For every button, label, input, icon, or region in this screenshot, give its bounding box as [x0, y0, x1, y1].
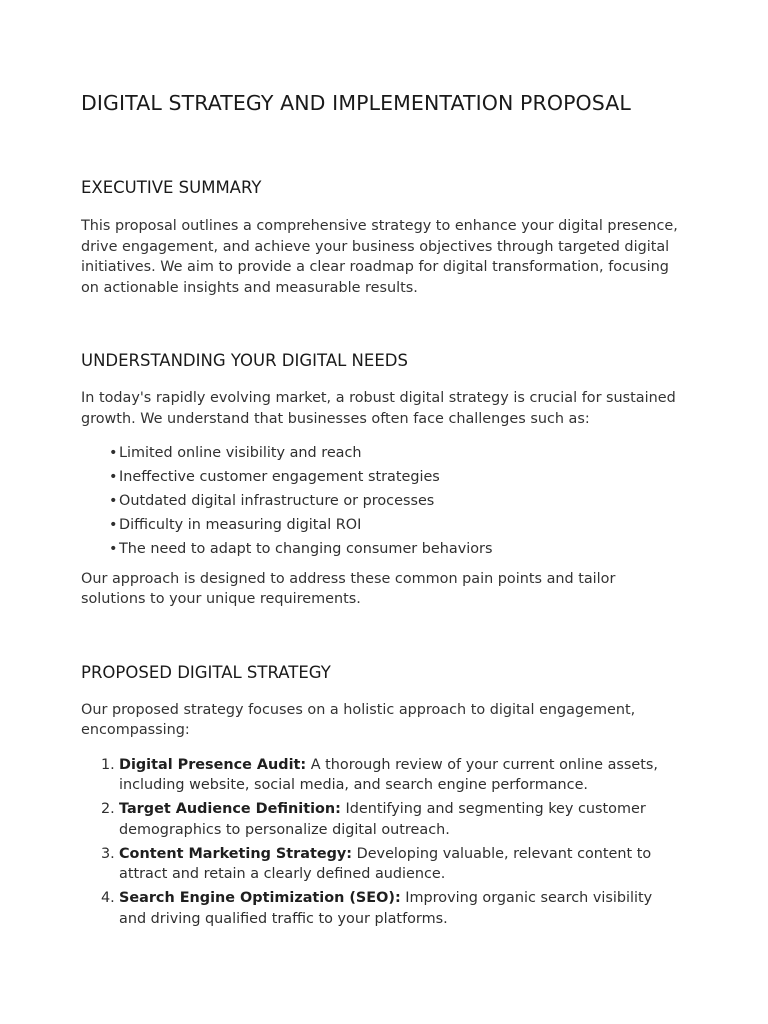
bullet-icon: •	[109, 469, 118, 486]
item-description: Identifying and segmenting key customer demographics to personalize digital outreach.	[119, 801, 646, 838]
list-number: 2.	[101, 801, 115, 818]
list-number: 3.	[101, 845, 115, 862]
item-description: Improving organic search visibility and driving qualified traffic to your platforms.	[119, 890, 653, 927]
strategy-list	[81, 755, 678, 929]
proposed-strategy-intro: Our proposed strategy focuses on a holistic approach to digital engagement, encompassing:	[81, 701, 636, 739]
proposed-strategy-heading: PROPOSED DIGITAL STRATEGY	[81, 662, 331, 682]
list-item	[81, 799, 678, 840]
item-term: Digital Presence Audit:	[119, 756, 307, 773]
digital-needs-heading: UNDERSTANDING YOUR DIGITAL NEEDS	[81, 351, 408, 370]
item-term: Target Audience Definition:	[119, 801, 341, 818]
executive-summary-paragraph: This proposal outlines a comprehensive strategy to enhance your digital presence, drive engagement, and achieve your business objectives through targeted digital initiatives. We aim to provide a clear roadmap for digital transformation, focusing on actionable insights and measurable results.	[81, 218, 678, 296]
bullet-icon: •	[109, 445, 118, 461]
bullet-icon: •	[109, 517, 118, 534]
list-item	[81, 491, 678, 512]
list-item	[81, 844, 678, 885]
list-item-text: Outdated digital infrastructure or processes	[119, 493, 435, 510]
item-term: Content Marketing Strategy:	[119, 845, 353, 862]
list-number: 1.	[101, 756, 115, 773]
list-item-text: The need to adapt to changing consumer behaviors	[119, 541, 493, 558]
list-item	[81, 755, 678, 796]
bullet-icon: •	[109, 493, 118, 510]
item-description: A thorough review of your current online assets, including website, social media, and search engine performance.	[119, 756, 658, 794]
list-item-text: Ineffective customer engagement strategies	[119, 469, 440, 486]
list-item-text: Limited online visibility and reach	[119, 445, 362, 461]
list-item	[81, 888, 678, 929]
item-term: Search Engine Optimization (SEO):	[119, 890, 401, 907]
document-title: DIGITAL STRATEGY AND IMPLEMENTATION PROPOSAL	[81, 91, 631, 115]
list-item	[81, 467, 678, 488]
list-number: 4.	[101, 890, 115, 907]
executive-summary-heading: EXECUTIVE SUMMARY	[81, 178, 262, 197]
list-item-text: Difficulty in measuring digital ROI	[119, 517, 362, 534]
item-description: Developing valuable, relevant content to attract and retain a clearly defined audience.	[119, 845, 652, 883]
challenges-list	[81, 443, 678, 560]
list-item	[81, 443, 678, 464]
list-item	[81, 515, 678, 536]
list-item	[81, 539, 678, 560]
digital-needs-intro: In today's rapidly evolving market, a robust digital strategy is crucial for sustained growth. We understand that businesses often face challenges such as:	[81, 390, 676, 427]
bullet-icon: •	[109, 541, 118, 558]
digital-needs-outro: Our approach is designed to address these common pain points and tailor solutions to your unique requirements.	[81, 570, 616, 608]
